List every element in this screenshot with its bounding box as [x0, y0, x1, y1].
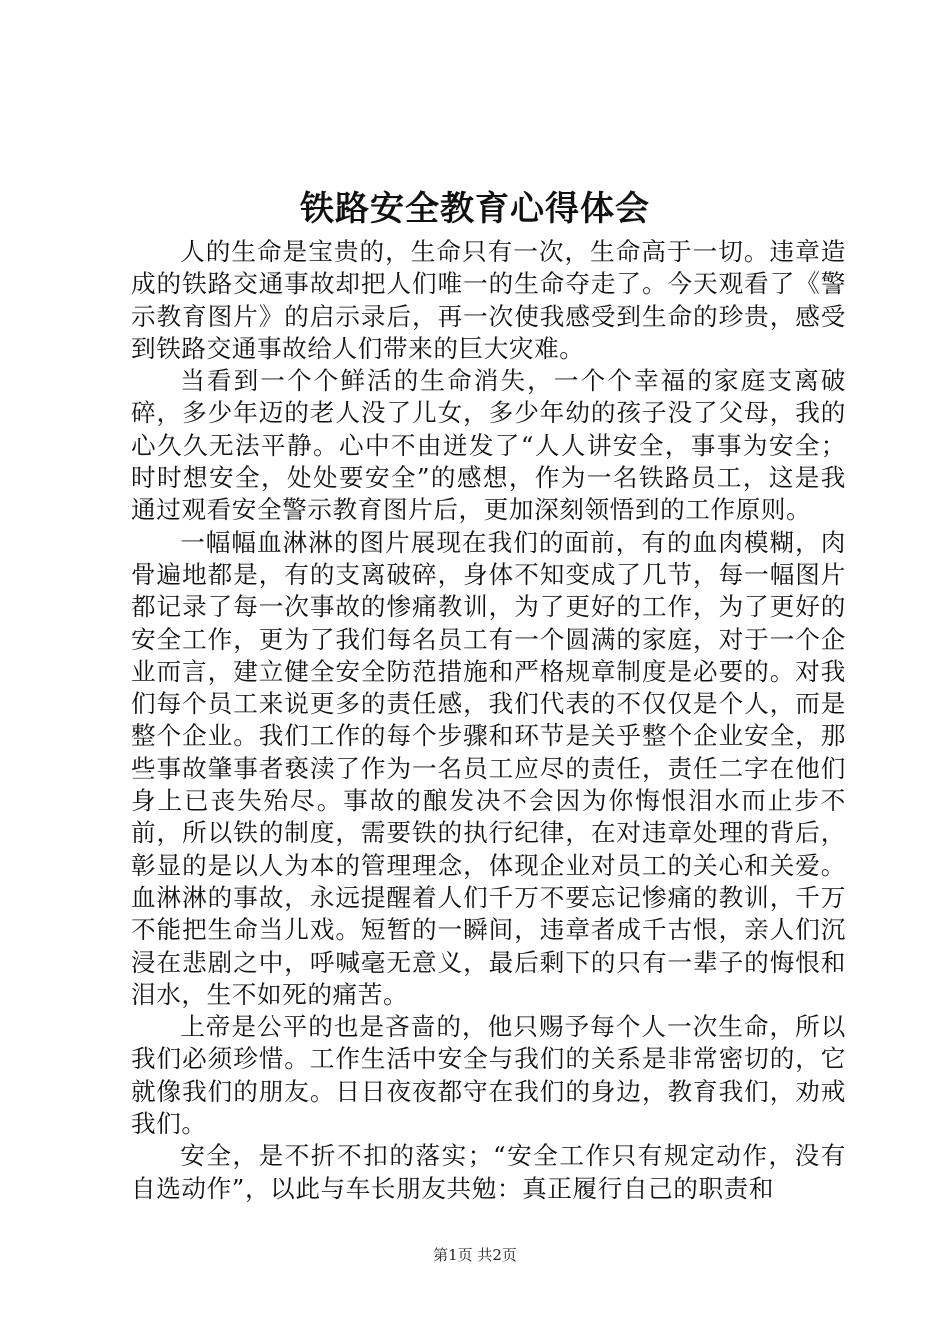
paragraph-4: 上帝是公平的也是吝啬的，他只赐予每个人一次生命，所以我们必须珍惜。工作生活中安全与我们的关系是非常密切的，它就像我们的朋友。日日夜夜都守在我们的身边，教育我们，劝戒我们。: [131, 1012, 846, 1139]
paragraph-1: 人的生命是宝贵的，生命只有一次，生命高于一切。违章造成的铁路交通事故却把人们唯一的生命夺走了。今天观看了《警示教育图片》的启示录后，再一次使我感受到生命的珍贵，感受到铁路交通事故给人们带来的巨大灾难。: [131, 237, 846, 363]
paragraph-3: 一幅幅血淋淋的图片展现在我们的面前，有的血肉模糊，肉骨遍地都是，有的支离破碎，身体不知变成了几节，每一幅图片都记录了每一次事故的惨痛教训，为了更好的工作，为了更好的安全工作，更为了我们每名员工有一个圆满的家庭，对于一个企业而言，建立健全安全防范措施和严格规章制度是必要的。对我们每个员工来说更多的责任感，我们代表的不仅仅是个人，而是整个企业。我们工作的每个步骤和环节是关乎整个企业安全，那些事故肇事者亵渎了作为一名员工应尽的责任，责任二字在他们身上已丧失殆尽。事故的酿发决不会因为你悔恨泪水而止步不前，所以铁的制度，需要铁的执行纪律，在对违章处理的背后，彰显的是以人为本的管理理念，体现企业对员工的关心和关爱。血淋淋的事故，永远提醒着人们千万不要忘记惨痛的教训，千万不能把生命当儿戏。短暂的一瞬间，违章者成千古恨，亲人们沉浸在悲剧之中，呼喊毫无意义，最后剩下的只有一辈子的悔恨和泪水，生不如死的痛苦。: [131, 527, 846, 1009]
document-title: 铁路安全教育心得体会: [300, 189, 650, 229]
page-number-footer: 第1页 共2页: [433, 1246, 517, 1264]
paragraph-2: 当看到一个个鲜活的生命消失，一个个幸福的家庭支离破碎，多少年迈的老人没了儿女，多少年幼的孩子没了父母，我的心久久无法平静。心中不由迸发了“人人讲安全，事事为安全；时时想安全，处处要安全”的感想，作为一名铁路员工，这是我通过观看安全警示教育图片后，更加深刻领悟到的工作原则。: [131, 366, 846, 525]
document-body: [131, 236, 846, 1205]
paragraph-5: 安全，是不折不扣的落实；“安全工作只有规定动作，没有自选动作”，以此与车长朋友共勉：真正履行自己的职责和: [131, 1141, 846, 1203]
